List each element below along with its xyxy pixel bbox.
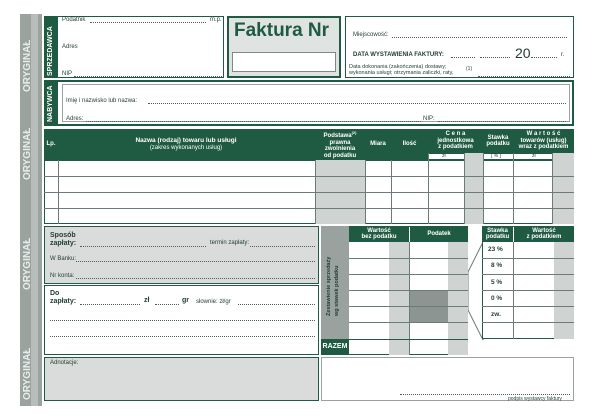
data-dokonania-footnote: (1) <box>466 66 473 72</box>
wartosc-zl-label: zł <box>532 153 536 159</box>
miejscowosc-line[interactable] <box>392 37 567 38</box>
buyer-name-label: Imię i nazwisko lub nazwa: <box>66 98 138 104</box>
oryginal-label-2: ORYGINAŁ <box>22 127 33 180</box>
data-wystawienia-label: DATA WYSTAWIENIA FAKTURY: <box>353 52 444 58</box>
table-row[interactable] <box>44 208 574 209</box>
col-wartosc-gr-shade <box>552 153 574 224</box>
table-row[interactable] <box>44 176 574 177</box>
summary-vertical-label-1: Zestawienie sprzedaży <box>326 256 332 316</box>
vline-7 <box>483 153 484 224</box>
stawka-percent-label: [ % ] <box>491 153 502 159</box>
seller-podatnik-label: Podatnik <box>62 17 86 23</box>
summary-row[interactable] <box>349 290 468 291</box>
sposob-label-1: Sposób <box>50 232 76 239</box>
rate-8: 8 % <box>491 262 503 269</box>
termin-line[interactable] <box>250 246 315 247</box>
konto-line[interactable] <box>76 278 315 279</box>
oryginal-label-4: ORYGINAŁ <box>22 347 33 400</box>
col-podstawa-line-1: Podstawa$^{(2)}$ <box>323 130 357 139</box>
invoice-title: Faktura Nr <box>234 20 330 41</box>
year-prefix: 20 <box>515 45 531 61</box>
oryginal-label-3: ORYGINAŁ <box>22 237 33 290</box>
do-zaplaty-gr-line[interactable] <box>155 304 179 305</box>
vline-6 <box>464 153 465 224</box>
data-dokonania-label-1: Data dokonania (zakończenia) dostawy; <box>349 64 447 70</box>
col-cena-line-1: C e n a <box>445 131 466 138</box>
col-podstawa-line-3: zwolnienia <box>324 146 356 152</box>
rate-row[interactable] <box>482 274 574 275</box>
adnotacje-box[interactable] <box>44 357 319 401</box>
seller-mp-label: m.p. <box>210 17 222 23</box>
rate-wartosc-line-1: Wartość <box>532 227 556 234</box>
summary-razem-label: RAZEM <box>321 339 349 355</box>
rate-zw: zw. <box>491 311 501 318</box>
seller-adres-label: Adres <box>62 44 78 50</box>
summary-wartosc-bez-header <box>349 226 409 242</box>
signature-label: podpis wystawcy faktury <box>508 396 562 402</box>
vline-5 <box>428 153 429 224</box>
termin-label: termin zapłaty: <box>210 240 250 246</box>
seller-nip-line[interactable] <box>74 76 222 77</box>
do-zaplaty-label-1: Do <box>50 290 60 297</box>
col-wartosc-line-3: wraz z podatkiem <box>518 144 569 151</box>
col-cena-line-2: jednostkowa <box>437 137 474 144</box>
col-wartosc-line-1: W a r t o ś ć <box>526 131 561 138</box>
col-podstawa-line-2: prawna <box>329 139 351 146</box>
do-zaplaty-zl-line[interactable] <box>80 304 140 305</box>
summary-wartosc-bez-line-1: Wartość <box>367 227 391 234</box>
col-lp-header: Lp. <box>46 141 56 148</box>
data-dokonania-line[interactable] <box>478 76 570 77</box>
seller-podatnik-line[interactable] <box>90 22 206 23</box>
summary-exempt-shade <box>410 291 448 323</box>
buyer-name-line[interactable] <box>148 103 566 104</box>
col-cena-header <box>428 129 483 153</box>
buyer-nip-line[interactable] <box>438 121 566 122</box>
col-nazwa-line-1: Nazwa (rodzaj) towaru lub usługi <box>135 137 237 144</box>
adnotacje-label: Adnotacje: <box>50 360 79 366</box>
col-stawka-line-2: podatku <box>486 141 510 147</box>
invoice-number-field[interactable] <box>232 52 336 72</box>
year-suffix: r. <box>561 52 565 58</box>
signature-line[interactable] <box>400 394 570 395</box>
sposob-line[interactable] <box>80 246 206 247</box>
seller-section-label: SPRZEDAWCA <box>47 26 54 76</box>
rate-stawka-line-1: Stawka <box>487 227 508 234</box>
summary-row[interactable] <box>349 258 468 259</box>
buyer-adres-label: Adres: <box>66 116 84 122</box>
col-cena-gr-shade <box>464 153 483 224</box>
col-wartosc-header <box>513 129 574 153</box>
rate-23: 23 % <box>488 246 503 253</box>
data-wystawienia-day-line[interactable] <box>451 57 475 58</box>
rate-5: 5 % <box>491 279 503 286</box>
do-zaplaty-gr: gr <box>182 297 189 304</box>
col-stawka-line-1: Stawka <box>487 134 509 141</box>
summary-wartosc-bez-line-2: bez podatku <box>361 234 397 240</box>
data-wystawienia-month-line[interactable] <box>480 57 510 58</box>
bank-label: W Banku: <box>50 256 77 262</box>
slownie-line-2[interactable] <box>50 320 315 321</box>
rate-stawka-line-2: podatku <box>485 234 510 240</box>
rate-row[interactable] <box>482 290 574 291</box>
table-row[interactable] <box>44 192 574 193</box>
summary-vertical-label-2: wg stawek podatku <box>334 265 340 316</box>
buyer-nip-label: NIP: <box>423 116 435 122</box>
summary-row[interactable] <box>349 306 468 307</box>
summary-podatek-header: Podatek <box>410 226 468 242</box>
rate-row[interactable] <box>482 322 574 323</box>
rate-0: 0 % <box>491 295 503 302</box>
oryginal-label-1: ORYGINAŁ <box>22 39 33 92</box>
col-nazwa-header <box>58 129 314 160</box>
slownie-label: słownie: zł/gr <box>196 299 231 305</box>
bank-line[interactable] <box>76 261 315 262</box>
do-zaplaty-label-2: zapłaty: <box>50 298 77 305</box>
col-nazwa-line-2: (zakres wykonanych usług) <box>149 144 223 151</box>
buyer-section-label: NABYWCA <box>47 85 54 122</box>
col-stawka-header <box>483 129 513 153</box>
col-ilosc-header: Ilość <box>402 141 417 148</box>
do-zaplaty-zl: zł <box>144 297 150 304</box>
slownie-line-3[interactable] <box>50 336 315 337</box>
data-dokonania-label-2: wykonania usługi; otrzymania zaliczki, raty, <box>349 70 454 76</box>
seller-nip-label: NIP <box>62 71 73 77</box>
vline-9 <box>552 153 553 224</box>
cena-zl-label: zł <box>442 153 446 159</box>
rate-wartosc-header <box>514 226 574 242</box>
miejscowosc-label: Miejscowość: <box>353 32 389 38</box>
konto-label: Nr konta: <box>50 273 75 279</box>
col-miara-header: Miara <box>370 141 386 148</box>
vline-8 <box>513 153 514 224</box>
rate-row[interactable] <box>482 258 574 259</box>
rate-wartosc-line-2: z podatkiem <box>526 234 562 240</box>
rate-stawka-header <box>482 226 513 242</box>
summary-row[interactable] <box>349 322 468 323</box>
col-cena-line-3: z podatkiem <box>438 144 473 151</box>
col-podstawa-line-4: od podatku <box>323 152 357 159</box>
buyer-adres-line[interactable] <box>86 121 421 122</box>
rate-row[interactable] <box>482 306 574 307</box>
payment-box <box>44 226 319 284</box>
col-wartosc-line-2: towarów (usług) <box>520 137 567 144</box>
summary-row[interactable] <box>349 274 468 275</box>
year-line[interactable] <box>531 57 557 58</box>
sposob-label-2: zapłaty: <box>50 240 77 247</box>
slownie-line[interactable] <box>238 304 315 305</box>
col-podstawa-header <box>315 129 365 160</box>
